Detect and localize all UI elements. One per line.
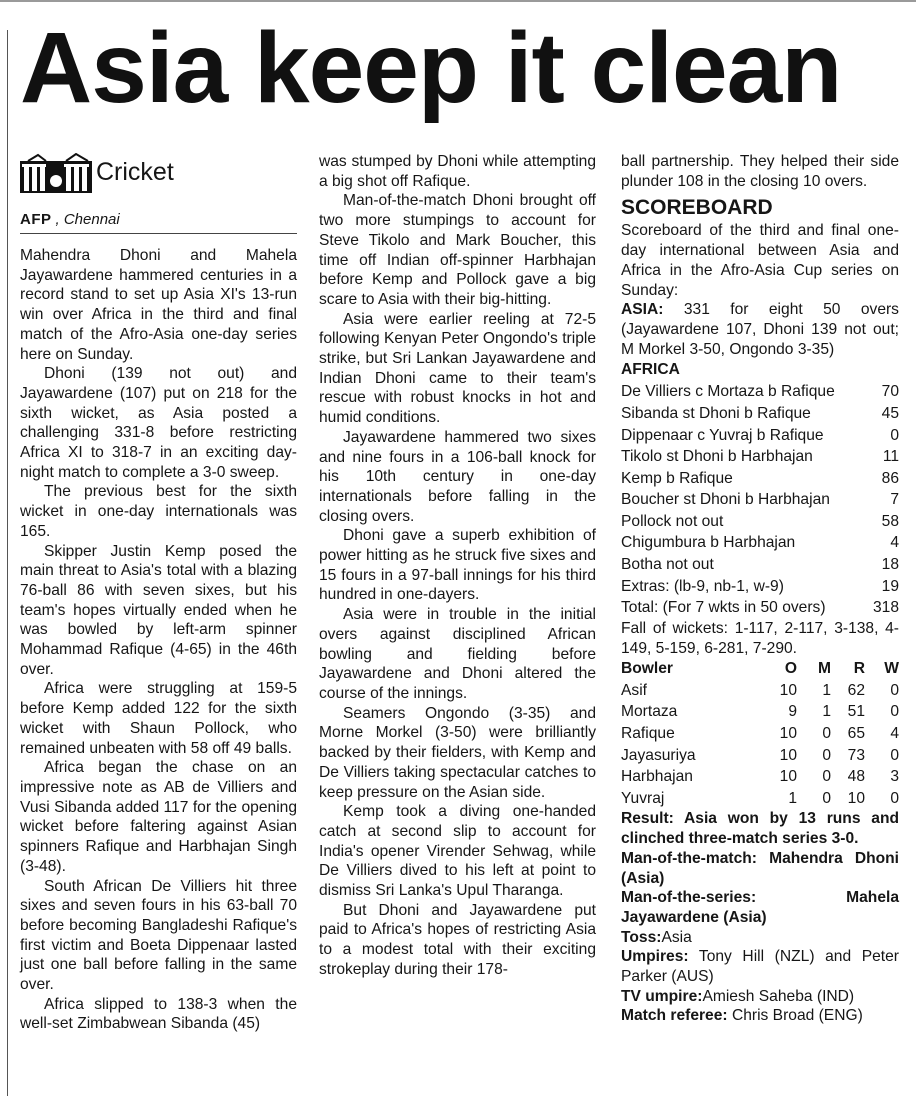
paragraph: Africa were struggling at 159-5 before Kemp added 122 for the sixth wicket with Shaun Pollock, who remained unbeaten with 58 off 49 balls. [20,680,297,757]
match-referee [621,1006,899,1026]
extras-row [621,576,899,598]
headline: Asia keep it clean [20,12,842,124]
scoreboard-heading: SCOREBOARD [621,196,773,220]
bowling-row [621,745,899,767]
paragraph: Asia were in trouble in the initial overs against disciplined African bowling and fielding before Jayawardene and Dhoni altered the course of the innings. [319,606,596,702]
asia-summary: 331 for eight 50 overs (Jayawardene 107, Dhoni 139 not out; M Morkel 3-50, Ongondo 3-35) [621,301,899,358]
batting-row [621,468,899,490]
runs-col-header: R [853,660,865,678]
bowler: Rafique [621,725,675,743]
paragraph: Man-of-the-match Dhoni brought off two more stumpings to account for Steve Tikolo and Mark Boucher, this time off Indian off-spinner Harbhajan before Kemp and Pollock gave a big scare to Asia with their big-hitting. [319,192,596,308]
maidens: 0 [822,725,831,743]
overs: 10 [779,681,797,699]
runs: 18 [881,556,899,574]
extras-label: Extras: (lb-9, nb-1, w-9) [621,577,784,595]
bowling-row [621,723,899,745]
paragraph: Asia were earlier reeling at 72-5 following Kenyan Peter Ongondo's triple strike, but Sri Lankan Jayawardene and Indian Dhoni came to their team's rescue with robust knocks in hot and humid conditions. [319,310,596,427]
cricket-wickets-icon [20,153,92,193]
section-label [20,152,297,194]
man-of-the-match: Man-of-the-match: Mahendra Dhoni (Asia) [621,849,899,887]
paragraph: Africa slipped to 138-3 when the well-set Zimbabwean Sibanda (45) [20,995,297,1033]
paragraph: But Dhoni and Jayawardene put paid to Africa's hopes of restricting Asia to a modest total with their exciting strokeplay during their 178- [319,901,596,978]
bowling-header [621,658,899,680]
batsman: Botha not out [621,556,714,574]
runs: 58 [881,512,899,530]
toss [621,928,899,948]
maidens: 0 [822,746,831,764]
asia-label: ASIA: [621,301,664,319]
wickets: 4 [890,725,899,743]
total-label: Total: (For 7 wkts in 50 overs) [621,599,826,617]
africa-label: AFRICA [621,361,680,379]
bowler: Mortaza [621,703,678,721]
byline-agency: AFP [20,211,52,228]
batsman: Kemp b Rafique [621,469,733,487]
bowling-card [621,658,899,809]
overs: 1 [788,789,797,807]
byline-place: , Chennai [55,211,120,228]
runs-conceded: 10 [847,789,865,807]
wickets: 0 [890,703,899,721]
wickets: 0 [890,746,899,764]
asia-innings [621,300,899,359]
overs-col-header: O [784,660,797,678]
bowler: Asif [621,681,647,699]
total-runs: 318 [872,599,899,617]
batsman: Sibanda st Dhoni b Rafique [621,404,811,422]
paragraph: South African De Villiers hit three sixes and seven fours in his 63-ball 70 before becoming Bangladeshi Rafique's first victim and Boeta Dippenaar lasted just one ball before falling in the same over. [20,877,297,994]
runs: 86 [881,469,899,487]
tv-umpire [621,987,899,1007]
bowling-row [621,680,899,702]
top-rule [0,0,916,2]
paragraph: was stumped by Dhoni while attempting a big shot off Rafique. [319,153,596,190]
paragraph: Mahendra Dhoni and Mahela Jayawardene hammered centuries in a record stand to set up Asia XI's 13-run win over Africa in the third and final match of the Afro-Asia one-day series here on Sunday. [20,247,297,363]
paragraph: Kemp took a diving one-handed catch at second slip to account for India's opener Virender Sehwag, while De Villiers dived to his left at point to dismiss Sri Lanka's Upul Tharanga. [319,803,596,900]
man-of-the-series: Man-of-the-series: Mahela Jayawardene (Asia) [621,889,899,926]
batting-row [621,532,899,554]
story-column-3 [621,152,899,1026]
runs: 7 [890,491,899,509]
match-referee-value: Chris Broad (ENG) [731,1007,863,1025]
maidens: 1 [822,703,831,721]
maidens-col-header: M [818,660,831,678]
runs: 0 [890,426,899,444]
bowling-row [621,766,899,788]
bowler: Jayasuriya [621,746,696,764]
runs: 45 [881,404,899,422]
batsman: Chigumbura b Harbhajan [621,534,796,552]
runs-conceded: 62 [847,681,865,699]
story-column-2 [319,152,596,980]
overs: 10 [779,725,797,743]
story-column-1 [20,150,297,1034]
runs: 11 [882,448,899,466]
paragraph: Dhoni gave a superb exhibition of power hitting as he struck five sixes and 15 fours in a 97-ball innings for his third hundred in one-dayers. [319,527,596,604]
paragraph: Jayawardene hammered two sixes and nine fours in a 106-ball knock for his 10th century in one-day internationals before falling in the closing overs. [319,428,596,525]
runs-conceded: 73 [847,746,865,764]
bowler: Harbhajan [621,768,693,786]
runs: 4 [890,534,899,552]
paragraph: Dhoni (139 not out) and Jayawardene (107) put on 218 for the sixth wicket, as Asia posted a challenging 331-8 before restricting Africa XI to 318-7 in an exciting day-night match to complete a 3-0 sweep. [20,365,297,481]
overs: 10 [779,746,797,764]
overs: 10 [779,768,797,786]
bowler: Yuvraj [621,789,665,807]
batting-row [621,446,899,468]
batsman: Dippenaar c Yuvraj b Rafique [621,426,824,444]
maidens: 1 [822,681,831,699]
bowling-row [621,788,899,810]
batsman: Pollock not out [621,512,724,530]
match-referee-label: Match referee: [621,1007,728,1025]
runs: 70 [881,383,899,401]
bowling-row [621,701,899,723]
umpires [621,947,899,986]
batting-row [621,554,899,576]
runs-conceded: 48 [847,768,865,786]
paragraph: The previous best for the sixth wicket in one-day internationals was 165. [20,483,297,540]
bowler-col-header: Bowler [621,660,673,678]
section-name: Cricket [96,158,174,187]
batting-row [621,489,899,511]
batting-row [621,381,899,403]
batsman: Boucher st Dhoni b Harbhajan [621,491,830,509]
batsman: De Villiers c Mortaza b Rafique [621,383,835,401]
maidens: 0 [822,789,831,807]
paragraph: Skipper Justin Kemp posed the main threat to Asia's total with a blazing 76-ball 86 with seven sixes, but his team's hopes virtually ended when he was bowled by left-arm spinner Mohammad Rafique (4-65) in the 46th over. [20,542,297,678]
paragraph: Africa began the chase on an impressive note as AB de Villiers and Vusi Sibanda added 117 for the opening wicket before faltering against Asian spinners Rafique and Harbhajan Singh (3-48). [20,759,297,875]
batting-row [621,403,899,425]
toss-value: Asia [661,928,692,946]
total-row [621,597,899,619]
paragraph: ball partnership. They helped their side plunder 108 in the closing 10 overs. [621,153,899,190]
umpires-value: Tony Hill (NZL) and Peter Parker (AUS) [621,948,899,986]
paragraph: Seamers Ongondo (3-35) and Morne Morkel (3-50) were brilliantly backed by their fielders, with Kemp and De Villiers taking spectacular catches to keep pressure on the Asian side. [319,704,596,801]
match-result: Result: Asia won by 13 runs and clinched three-match series 3-0. [621,810,899,848]
wickets: 0 [890,789,899,807]
umpires-label: Umpires: [621,948,689,966]
extras-runs: 19 [881,577,899,595]
wickets-col-header: W [884,660,899,678]
fall-of-wickets: Fall of wickets: 1-117, 2-117, 3-138, 4-149, 5-159, 6-281, 7-290. [621,619,899,657]
left-rule [7,30,8,1096]
tv-umpire-value: Amiesh Saheba (IND) [702,987,855,1005]
batting-row [621,425,899,447]
overs: 9 [788,703,797,721]
runs-conceded: 65 [847,725,865,743]
wickets: 0 [890,681,899,699]
scoreboard-intro: Scoreboard of the third and final one-day international between Asia and Africa in the Afro-Asia Cup series on Sunday: [621,222,899,299]
toss-label: Toss: [621,928,662,946]
batsman: Tikolo st Dhoni b Harbhajan [621,448,813,466]
maidens: 0 [822,768,831,786]
batting-card [621,381,899,619]
wickets: 3 [890,768,899,786]
byline [20,210,297,234]
runs-conceded: 51 [847,703,865,721]
tv-umpire-label: TV umpire: [621,987,703,1005]
batting-row [621,511,899,533]
